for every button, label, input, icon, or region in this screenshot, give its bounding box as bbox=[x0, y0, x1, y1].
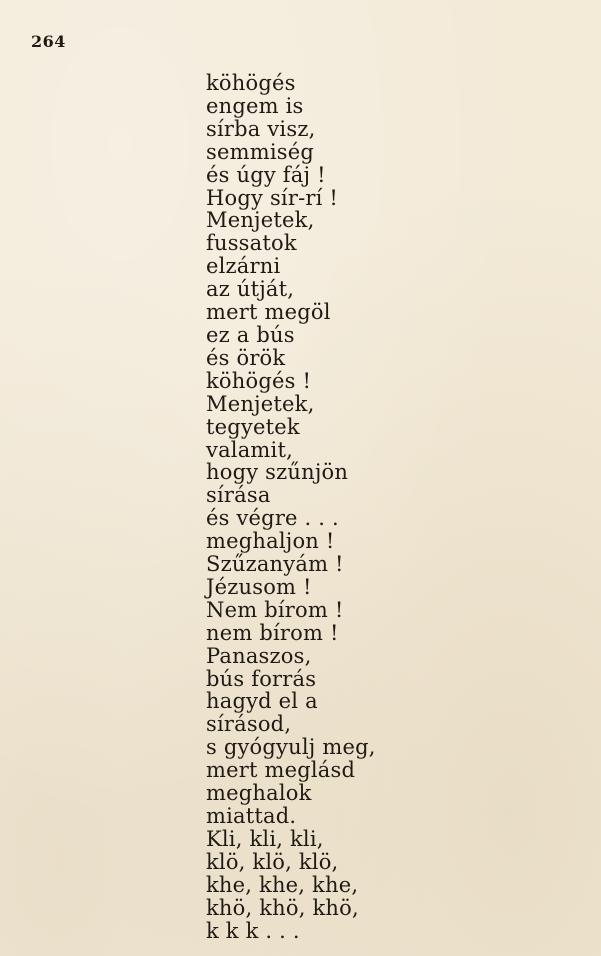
poem-line: bús forrás bbox=[206, 666, 317, 691]
poem-line: elzárni bbox=[206, 254, 281, 279]
poem-line: és úgy fáj ! bbox=[206, 162, 326, 187]
poem-line: sírásod, bbox=[206, 712, 292, 737]
poem-line: valamit, bbox=[206, 437, 293, 462]
poem-line: mert megöl bbox=[206, 300, 331, 325]
poem-line: Jézusom ! bbox=[206, 574, 312, 599]
poem-line: Hogy sír-rí ! bbox=[206, 185, 339, 210]
poem-line: khö, khö, khö, bbox=[206, 895, 359, 920]
poem-line: hagyd el a bbox=[206, 689, 318, 714]
poem-line: sírása bbox=[206, 483, 271, 508]
poem-line: és végre . . . bbox=[206, 506, 339, 531]
poem-line: Menjetek, bbox=[206, 208, 315, 233]
poem-line: engem is bbox=[206, 93, 304, 118]
poem-line: meghalok bbox=[206, 781, 312, 806]
poem-line: fussatok bbox=[206, 231, 297, 256]
poem-line: semmiség bbox=[206, 139, 314, 164]
poem-line: az útját, bbox=[206, 277, 295, 302]
page-number: 264 bbox=[31, 32, 66, 51]
poem-line: Panaszos, bbox=[206, 643, 312, 668]
poem-line: tegyetek bbox=[206, 414, 300, 439]
poem-line: k k k . . . bbox=[206, 918, 300, 943]
poem-line: köhögés ! bbox=[206, 368, 312, 393]
poem-line: Kli, kli, kli, bbox=[206, 826, 324, 851]
poem-line: Nem bírom ! bbox=[206, 597, 344, 622]
poem-line: mert meglásd bbox=[206, 758, 356, 783]
poem-line: hogy szűnjön bbox=[206, 460, 349, 485]
poem-line: sírba visz, bbox=[206, 116, 316, 141]
poem-line: meghaljon ! bbox=[206, 529, 335, 554]
poem-line: nem bírom ! bbox=[206, 620, 339, 645]
poem-line: köhögés bbox=[206, 71, 296, 95]
poem-line: és örök bbox=[206, 345, 286, 370]
poem-line: khe, khe, khe, bbox=[206, 872, 359, 897]
poem-line: s gyógyulj meg, bbox=[206, 735, 376, 760]
poem-line: miattad. bbox=[206, 804, 297, 828]
poem-line: ez a bús bbox=[206, 322, 295, 347]
poem-text bbox=[206, 72, 376, 942]
poem-line: klö, klö, klö, bbox=[206, 849, 339, 874]
poem-line: Szűzanyám ! bbox=[206, 552, 344, 577]
poem-line: Menjetek, bbox=[206, 391, 315, 416]
